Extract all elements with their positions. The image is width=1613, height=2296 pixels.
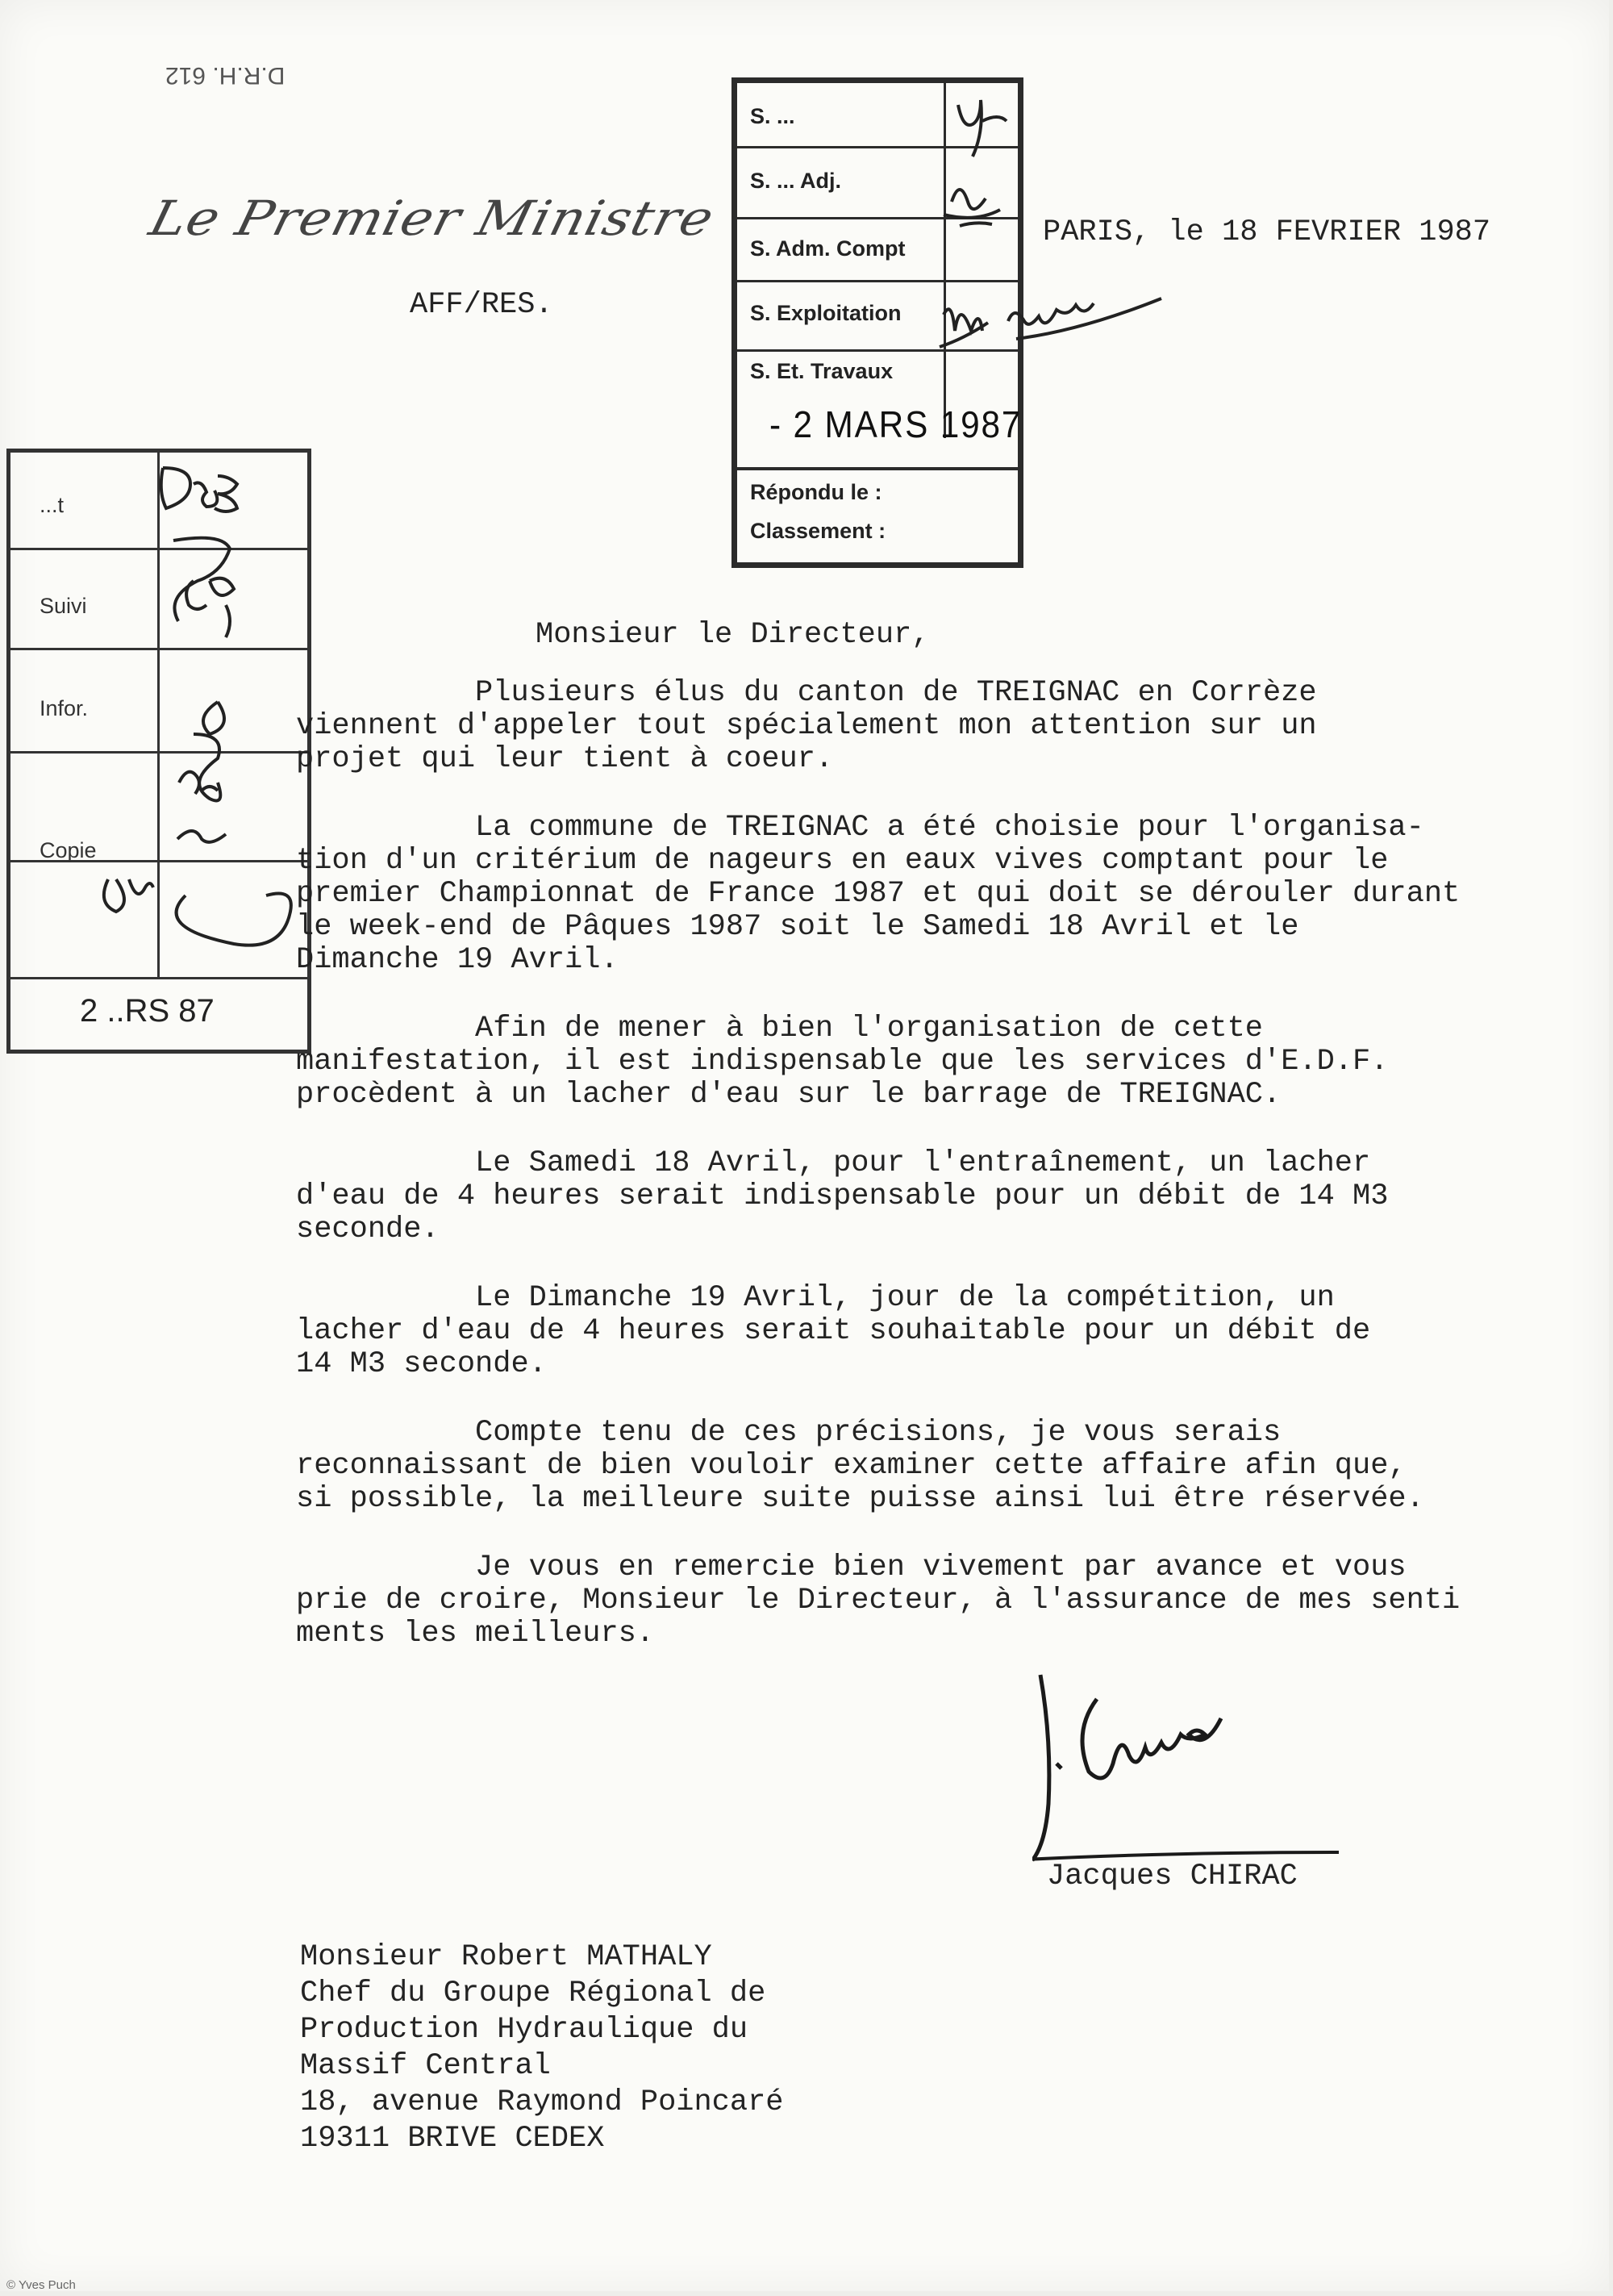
body-line: tion d'un critérium de nageurs en eaux vives comptant pour le bbox=[296, 844, 1389, 878]
addressee-line: Chef du Groupe Régional de bbox=[300, 1977, 766, 2010]
body-line: prie de croire, Monsieur le Directeur, à l'assurance de mes senti bbox=[296, 1584, 1461, 1618]
body-line: Je vous en remercie bien vivement par avance et vous bbox=[296, 1551, 1407, 1584]
signature bbox=[1032, 1667, 1355, 1868]
body-line: procèdent à un lacher d'eau sur le barrage de TREIGNAC. bbox=[296, 1078, 1282, 1112]
letterhead: Le Premier Ministre bbox=[144, 190, 720, 247]
body-line: Plusieurs élus du canton de TREIGNAC en Corrèze bbox=[296, 676, 1317, 710]
date-line: PARIS, le 18 FEVRIER 1987 bbox=[1043, 215, 1491, 249]
stamp-row-label: S. ... bbox=[750, 104, 795, 128]
stamp-date: - 2 MARS 1987 bbox=[769, 403, 1023, 445]
addressee-line: Production Hydraulique du bbox=[300, 2013, 748, 2047]
stamp-divider bbox=[10, 977, 307, 979]
filing-label: Classement : bbox=[750, 519, 886, 543]
body-line: Le Dimanche 19 Avril, jour de la compétition, un bbox=[296, 1281, 1335, 1315]
reply-label: Répondu le : bbox=[750, 480, 882, 504]
photo-credit: © Yves Puch bbox=[6, 2278, 76, 2292]
stamp-row-label: S. ... Adj. bbox=[750, 169, 842, 193]
stamp-row-label: Infor. bbox=[40, 696, 89, 720]
reference: AFF/RES. bbox=[410, 288, 553, 322]
body-line: projet qui leur tient à coeur. bbox=[296, 742, 834, 776]
stamp-row-label: Copie bbox=[40, 838, 97, 862]
corner-mark: D.R.H. 612 bbox=[165, 62, 286, 89]
body-line: Le Samedi 18 Avril, pour l'entraînement, un lacher bbox=[296, 1146, 1371, 1180]
addressee-line: 18, avenue Raymond Poincaré bbox=[300, 2085, 784, 2119]
stamp-row-label: Suivi bbox=[40, 594, 87, 618]
handwritten-initials bbox=[936, 81, 1274, 387]
body-line: manifestation, il est indispensable que les services d'E.D.F. bbox=[296, 1045, 1389, 1079]
stamp-row-label: S. Et. Travaux bbox=[750, 359, 894, 383]
addressee-line: Monsieur Robert MATHALY bbox=[300, 1940, 712, 1974]
stamp-foot: 2 ..RS 87 bbox=[80, 993, 215, 1029]
body-line: le week-end de Pâques 1987 soit le Samedi 18 Avril et le bbox=[296, 910, 1299, 944]
body-line: viennent d'appeler tout spécialement mon attention sur un bbox=[296, 709, 1317, 743]
salutation: Monsieur le Directeur, bbox=[536, 618, 930, 652]
body-line: seconde. bbox=[296, 1213, 440, 1246]
body-line: d'eau de 4 heures serait indispensable pour un débit de 14 M3 bbox=[296, 1179, 1389, 1213]
body-line: premier Championnat de France 1987 et qui doit se dérouler durant bbox=[296, 877, 1461, 911]
body-line: ments les meilleurs. bbox=[296, 1617, 655, 1651]
stamp-row-label: S. Exploitation bbox=[750, 301, 902, 325]
signatory-name: Jacques CHIRAC bbox=[1047, 1860, 1298, 1893]
stamp-row-label: S. Adm. Compt bbox=[750, 236, 906, 261]
body-line: 14 M3 seconde. bbox=[296, 1347, 547, 1381]
body-line: Dimanche 19 Avril. bbox=[296, 943, 619, 977]
stamp-row-label: ...t bbox=[40, 493, 65, 517]
handwritten-routing-marks bbox=[89, 460, 331, 960]
addressee-line: Massif Central bbox=[300, 2049, 551, 2083]
stamp-divider bbox=[737, 467, 1018, 470]
body-line: lacher d'eau de 4 heures serait souhaitable pour un débit de bbox=[296, 1314, 1371, 1348]
body-line: La commune de TREIGNAC a été choisie pour l'organisa- bbox=[296, 811, 1424, 845]
body-line: Afin de mener à bien l'organisation de cette bbox=[296, 1012, 1263, 1046]
body-line: si possible, la meilleure suite puisse ainsi lui être réservée. bbox=[296, 1482, 1424, 1516]
body-line: reconnaissant de bien vouloir examiner cette affaire afin que, bbox=[296, 1449, 1407, 1483]
body-line: Compte tenu de ces précisions, je vous serais bbox=[296, 1416, 1282, 1450]
addressee-line: 19311 BRIVE CEDEX bbox=[300, 2122, 605, 2156]
